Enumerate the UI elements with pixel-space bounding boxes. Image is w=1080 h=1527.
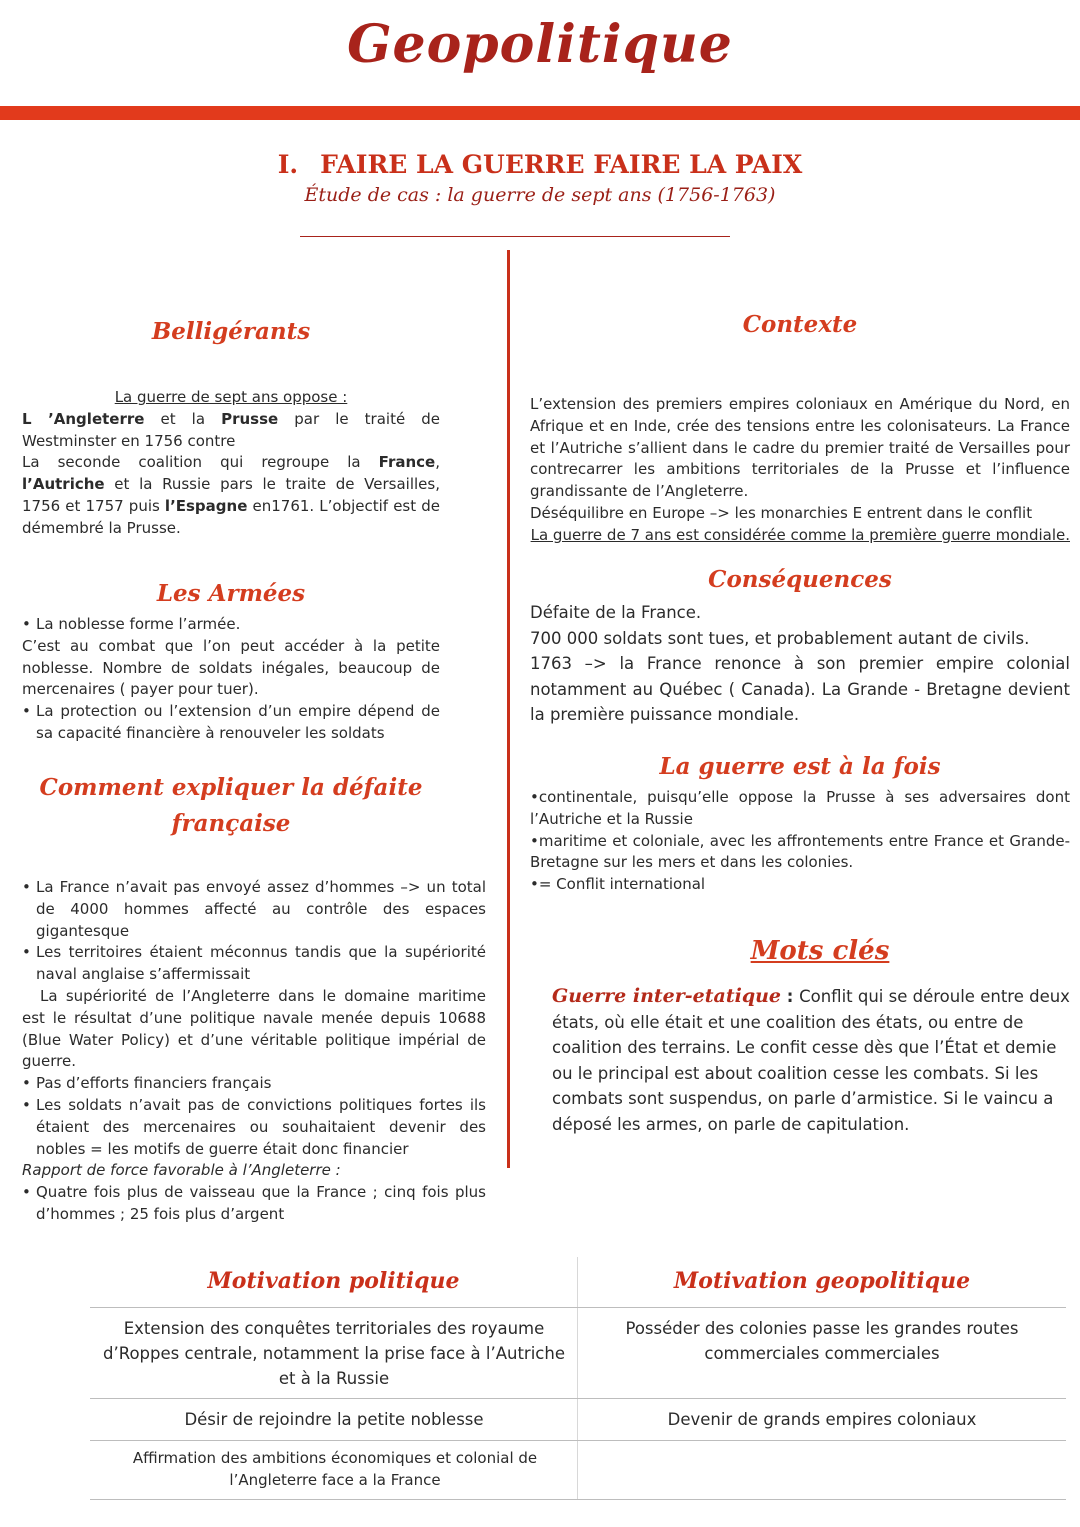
france: France [378,453,436,472]
contexte-block [530,394,1070,547]
alafois-block [530,787,1070,896]
table-head-geopolitique: Motivation geopolitique [673,1268,971,1294]
consequences-line-2: 700 000 soldats sont tues, et probablement autant de civils. [530,628,1030,648]
defaite-heading-line1: Comment expliquer la défaite [39,774,423,801]
contexte-p2: Déséquilibre en Europe –> les monarchies E entrent dans le conflit [530,503,1033,522]
alafois-line-2: •maritime et coloniale, avec les affrontements entre France et Grande-Bretagne sur les mers et dans les colonies. [530,831,1070,872]
section-number: I. [277,150,299,179]
consequences-line-3: 1763 –> la France renonce à son premier empire colonial notamment au Québec ( Canada). La Grande - Bretagne devient la première puissance mondiale. [530,654,1070,724]
contexte-heading: Contexte [742,311,858,338]
section-title [0,150,1080,179]
armees-paragraph: C’est au combat que l’on peut accéder à la petite noblesse. Nombre de soldats inégales, beaucoup de mercenaires ( payer pour tuer). [22,636,440,699]
belligerants-heading: Belligérants [151,318,311,345]
mots-block [552,984,1078,1144]
mots-heading: Mots clés [750,936,890,966]
section-title-text: FAIRE LA GUERRE FAIRE LA PAIX [320,150,803,179]
contexte-p1: L’extension des premiers empires coloniaux en Amérique du Nord, en Afrique et en Inde, crée des tensions entre les colonisateurs. La France et l’Autriche s’allient dans le cadre du premier traité de Versailles pour contrecarrer les ambitions territoriales de la Prusse et l’influence grandissante de l’Angleterre. [530,395,1070,501]
belligerants-p2 [22,452,440,539]
table-head-politique: Motivation politique [207,1268,460,1294]
defaite-rapport: Rapport de force favorable à l’Angleterre : [22,1161,341,1180]
defaite-bullet-3: • Pas d’efforts financiers français [22,1073,486,1095]
defaite-heading [22,770,440,842]
defaite-bullet-5: • Quatre fois plus de vaisseau que la France ; cinq fois plus d’hommes ; 25 fois plus d’argent [22,1182,486,1226]
alafois-line-1: •continentale, puisqu’elle oppose la Prusse à ses adversaires dont l’Autriche et la Russie [530,788,1070,828]
consequences-heading: Conséquences [708,566,892,593]
contexte-p3: La guerre de 7 ans est considérée comme la première guerre mondiale. [530,525,1070,544]
england: L ’Angleterre [22,409,145,428]
armees-block [22,614,440,745]
defaite-bullet-4: • Les soldats n’avait pas de convictions politiques fortes ils étaient des mercenaires ou souhaitaient devenir des nobles = les motifs de guerre était donc financier [22,1095,486,1160]
austria: l’Autriche [22,475,105,494]
belligerants-intro: La guerre de sept ans oppose : [114,388,348,406]
table-row-divider [90,1499,1066,1500]
defaite-bullet-1: • La France n’avait pas envoyé assez d’hommes –> un total de 4000 hommes affecté au contrôle des espaces gigantesque [22,877,486,942]
text: et la [144,409,222,428]
page-title: Geopolitique [347,14,733,75]
consequences-block [530,600,1070,728]
text: La seconde coalition qui regroupe la [22,453,379,472]
table-cell: Posséder des colonies passe les grandes routes commerciales commerciales [625,1319,1019,1363]
defaite-block [22,877,486,1226]
table-cell: Extension des conquêtes territoriales des royaume d’Roppes centrale, notamment la prise face à l’Autriche et à la Russie [103,1319,565,1388]
title-divider [300,236,730,237]
text: par le traité de Westminster en 1756 contre [22,409,440,450]
alafois-heading: La guerre est à la fois [659,753,941,780]
text: et la Russie pars le traite de Versailles, 1756 et 1757 puis [22,475,440,515]
text: en1761. L’objectif est de démembré la Prusse. [22,496,440,537]
table-row-divider [90,1307,1066,1308]
table-cell: Devenir de grands empires coloniaux [667,1410,977,1429]
belligerants-block [22,387,440,540]
table-row-divider [90,1398,1066,1399]
keyword-colon: : [781,987,800,1006]
text: , [435,453,440,472]
defaite-paragraph: La supériorité de l’Angleterre dans le domaine maritime est le résultat d’une politique navale menée depuis 10688 (Blue Water Policy) et d’une véritable politique impérial de guerre. [22,986,486,1071]
belligerants-p1 [22,409,440,453]
armees-bullet-2: • La protection ou l’extension d’un empire dépend de sa capacité financière à renouveler les soldats [22,701,440,745]
defaite-bullet-2: • Les territoires étaient méconnus tandis que la supériorité naval anglaise s’affermissait [22,942,486,986]
table-row-divider [90,1440,1066,1441]
alafois-line-3: •= Conflit international [530,875,706,894]
spain: l’Espagne [164,496,248,515]
header-bar [0,106,1080,120]
armees-heading: Les Armées [156,580,306,607]
table-cell: Désir de rejoindre la petite noblesse [184,1410,484,1429]
defaite-heading-line2: française [171,810,291,837]
armees-bullet-1: • La noblesse forme l’armée. [22,614,440,636]
table-cell: Affirmation des ambitions économiques et colonial de l’Angleterre face a la France [132,1449,538,1489]
column-divider [507,250,510,1168]
consequences-line-1: Défaite de la France. [530,603,702,622]
keyword-definition: Conflit qui se déroule entre deux états, où elle était et une coalition des états, ou entre de coalition des terrains. Le confit cesse dès que l’État et demie ou le principal est about coalition cesse les combats. Si les combats sont suspendus, on parle d’armistice. Si le vaincu a déposé les armes, on parle de capitulation. [552,987,1070,1134]
keyword-term: Guerre inter-etatique [552,985,782,1007]
prussia: Prusse [221,409,279,428]
case-study-subtitle: Étude de cas : la guerre de sept ans (1756-1763) [304,184,776,206]
